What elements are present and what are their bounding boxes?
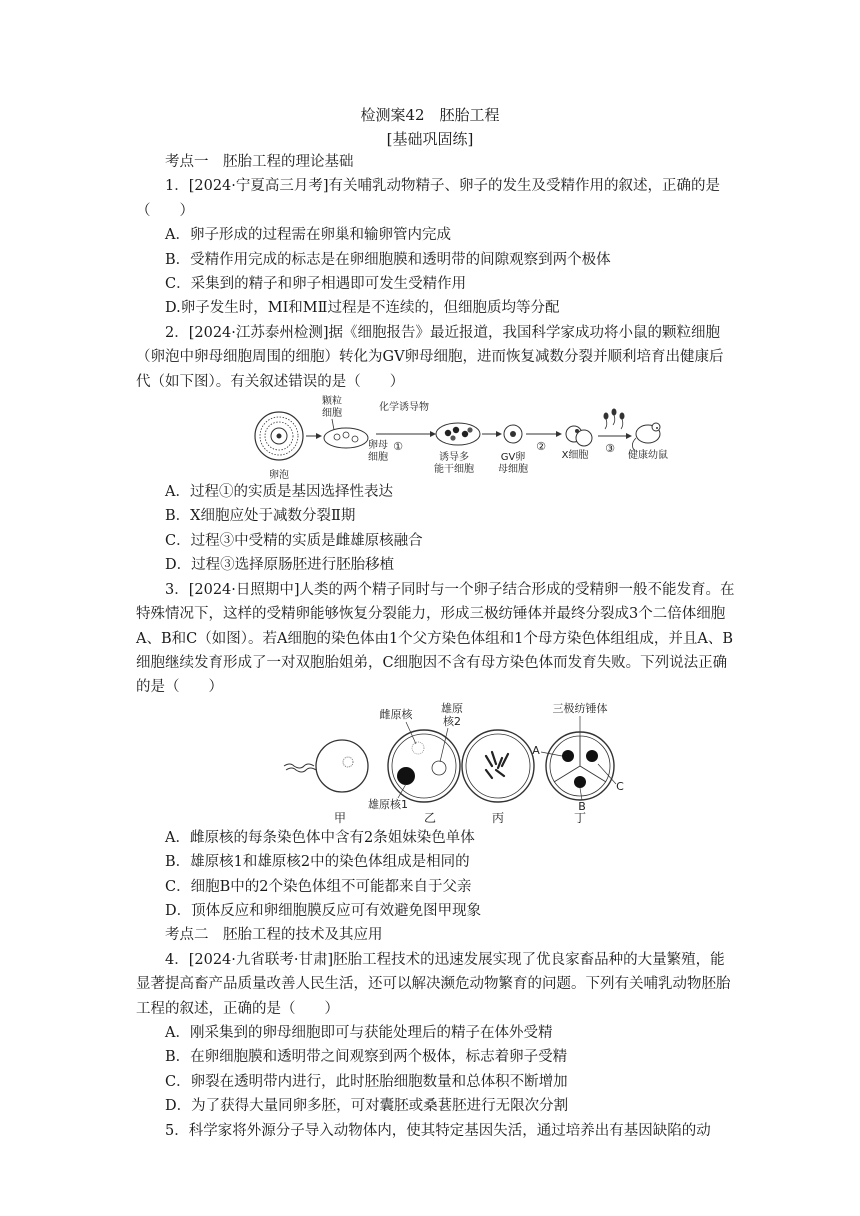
label-oocyte: 卵母 xyxy=(368,440,388,452)
label-male-nucleus-1: 雄原核1 xyxy=(368,797,408,811)
label-cell-a: A xyxy=(532,743,540,757)
label-cell-b: B xyxy=(578,799,586,813)
question-2-option-d: D．过程③选择原肠胚进行胚胎移植 xyxy=(165,557,395,574)
section-heading-1: 考点一 胚胎工程的理论基础 xyxy=(165,154,354,170)
gv-oocyte-icon xyxy=(504,425,522,443)
question-4-option-b: B．在卵细胞膜和透明带之间观察到两个极体，标志着卵子受精 xyxy=(165,1049,568,1066)
label-step-1: ① xyxy=(393,440,403,454)
label-female-nucleus: 雌原核 xyxy=(379,707,413,721)
culture-dish-icon xyxy=(324,428,368,448)
question-5-stem: 5．科学家将外源分子导入动物体内，使其特定基因失活，通过培养出有基因缺陷的动 xyxy=(165,1122,711,1139)
label-gv-2: 母细胞 xyxy=(498,464,528,476)
label-granulosa: 颗粒 xyxy=(322,396,342,408)
label-step-2: ② xyxy=(536,440,546,454)
figure-tripolar-spindle xyxy=(136,700,736,826)
question-3-option-b: B．雄原核1和雄原核2中的染色体组成是相同的 xyxy=(165,854,470,871)
label-gv: GV卵 xyxy=(500,452,526,464)
label-cell-c: C xyxy=(616,779,624,793)
label-granulosa-2: 细胞 xyxy=(322,408,342,420)
question-2-option-a: A．过程①的实质是基因选择性表达 xyxy=(165,484,393,501)
page-title: 检测案42 胚胎工程 xyxy=(360,106,500,124)
ips-dish-icon xyxy=(436,423,480,445)
question-2-stem: 2．[2024·江苏泰州检测]据《细胞报告》最近报道，我国科学家成功将小鼠的颗粒细胞（卵泡中卵母细胞周围的细胞）转化为GV卵母细胞，进而恢复减数分裂并顺利培育出健康后代（如下图）。有关叙述错误的是（ ） xyxy=(136,324,724,390)
label-healthy-mouse: 健康幼鼠 xyxy=(628,450,668,462)
question-4-option-d: D．为了获得大量同卵多胚，可对囊胚或桑葚胚进行无限次分割 xyxy=(165,1098,569,1115)
mouse-icon xyxy=(632,423,660,450)
follicle-icon xyxy=(255,412,303,460)
question-2-option-b: B．X细胞应处于减数分裂Ⅱ期 xyxy=(165,508,356,525)
cell-bing-icon xyxy=(462,730,534,802)
label-jia: 甲 xyxy=(333,810,347,825)
question-3-stem: 3．[2024·日照期中]人类的两个精子同时与一个卵子结合形成的受精卵一般不能发育。在特殊情况下，这样的受精卵能够恢复分裂能力，形成三极纺锤体并最终分裂成3个二倍体细胞A、B和C（如图）。若A细胞的染色体由1个父方染色体组和1个母方染色体组组成，并且A、B细胞继续发育形成了一对双胞胎姐弟，C细胞因不含有母方染色体而发育失败。下列说法正确的是（ ） xyxy=(136,581,735,696)
label-tripolar-spindle: 三极纺锤体 xyxy=(552,701,608,715)
label-male-nucleus-2a: 雄原 xyxy=(441,701,463,715)
label-ding: 丁 xyxy=(573,810,587,825)
question-4-stem: 4．[2024·九省联考·甘肃]胚胎工程技术的迅速发展实现了优良家畜品种的大量繁殖，能显著提高畜产品质量改善人民生活，还可以解决濒危动物繁育的问题。下列有关哺乳动物胚胎工程的叙述，正确的是（ ） xyxy=(136,951,731,1017)
label-yi: 乙 xyxy=(423,810,437,825)
question-1-option-a: A．卵子形成的过程需在卵巢和输卵管内完成 xyxy=(165,227,451,244)
question-body xyxy=(136,150,736,1143)
figure-granulosa-to-gv xyxy=(136,394,736,480)
question-1-option-b: B．受精作用完成的标志是在卵细胞膜和透明带的间隙观察到两个极体 xyxy=(165,251,611,268)
question-4-option-a: A．刚采集到的卵母细胞即可与获能处理后的精子在体外受精 xyxy=(165,1024,553,1041)
question-4-option-c: C．卵裂在透明带内进行，此时胚胎细胞数量和总体积不断增加 xyxy=(165,1073,568,1090)
page-subtitle: [基础巩固练] xyxy=(386,130,474,148)
question-1-option-d: D.卵子发生时，MⅠ和MⅡ过程是不连续的，但细胞质均等分配 xyxy=(165,300,560,317)
figure-tripolar-svg xyxy=(136,700,736,826)
label-bing: 丙 xyxy=(491,810,505,825)
label-chemical-inducer: 化学诱导物 xyxy=(379,402,429,414)
label-ips: 诱导多 xyxy=(439,452,469,464)
question-3-option-d: D．顶体反应和卵细胞膜反应可有效避免图甲现象 xyxy=(165,902,482,919)
section-heading-2: 考点二 胚胎工程的技术及其应用 xyxy=(165,927,383,944)
question-1-option-c: C．采集到的精子和卵子相遇即可发生受精作用 xyxy=(165,276,467,293)
question-3-option-c: C．细胞B中的2个染色体组不可能都来自于父亲 xyxy=(165,878,472,895)
question-2-option-c: C．过程③中受精的实质是雌雄原核融合 xyxy=(165,532,423,549)
cell-yi-icon xyxy=(388,730,460,802)
cell-jia-icon xyxy=(284,740,368,792)
x-cell-icon xyxy=(566,426,592,446)
sperm-icon xyxy=(604,409,625,430)
label-follicle: 卵泡 xyxy=(269,470,289,481)
label-step-3: ③ xyxy=(605,442,615,456)
question-3-option-a: A．雌原核的每条染色体中含有2条姐妹染色单体 xyxy=(165,829,475,846)
label-x-cell: X细胞 xyxy=(561,450,589,462)
figure-granulosa-svg xyxy=(136,394,736,480)
label-male-nucleus-2b: 核2 xyxy=(443,714,461,728)
label-ips-2: 能干细胞 xyxy=(434,464,474,476)
label-oocyte-2: 细胞 xyxy=(368,452,388,464)
question-1-stem: 1．[2024·宁夏高三月考]有关哺乳动物精子、卵子的发生及受精作用的叙述，正确的是（ ） xyxy=(136,178,721,219)
